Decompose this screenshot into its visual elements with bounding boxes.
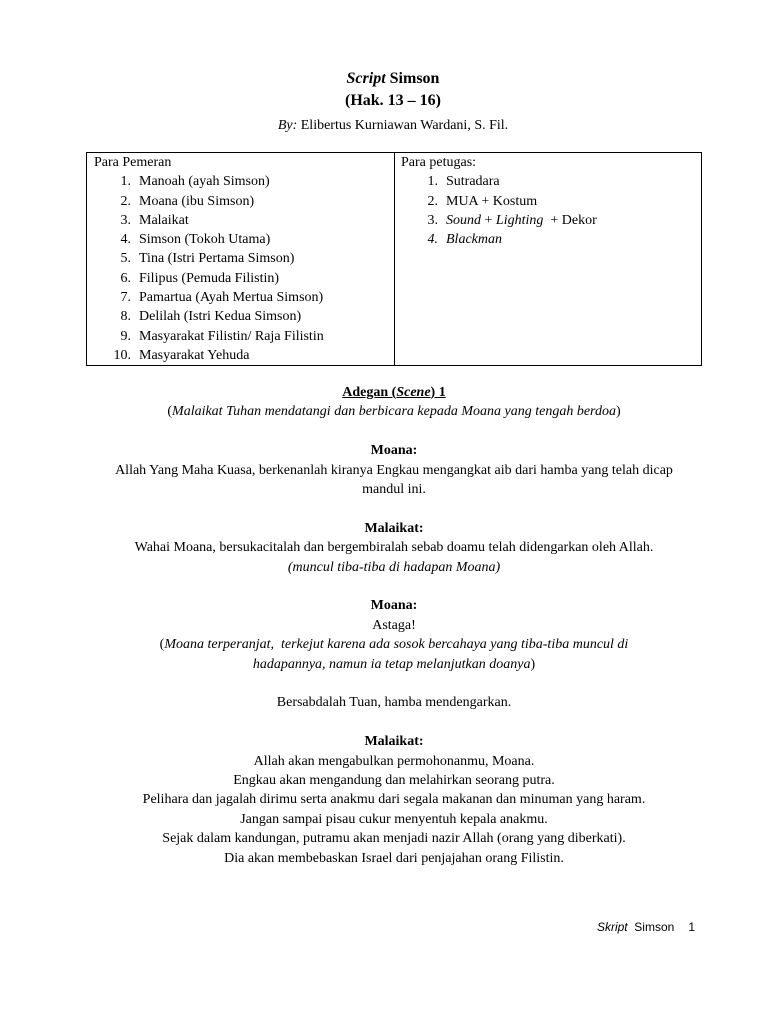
cast-item-text: Tina (Istri Pertama Simson) [139, 251, 295, 267]
scene-title-b: Scene [396, 385, 431, 400]
crew-item-number: 2. [427, 193, 438, 209]
dialogue-line: Allah akan mengabulkan permohonanmu, Moana. [253, 753, 535, 769]
crew-item [401, 230, 701, 249]
stage-direction-text: Moana terperanjat, terkejut karena ada sosok bercahaya yang tiba-tiba muncul di hadapannya, namun ia tetap melanjutkan doanya [164, 637, 632, 672]
cast-item-number: 1. [120, 174, 131, 190]
crew-dekor: + Dekor [543, 212, 597, 228]
cast-item-text: Filipus (Pemuda Filistin) [139, 270, 280, 286]
paren-open: ( [159, 637, 165, 653]
paren-close: ) [615, 404, 621, 420]
stage-direction-text: Malaikat Tuhan mendatangi dan berbicara kepada Moana yang tengah berdoa [172, 404, 616, 420]
cast-item [94, 327, 394, 346]
cast-item-number: 7. [120, 290, 131, 306]
crew-sound: Sound [446, 212, 481, 228]
crew-heading: Para petugas: [401, 155, 477, 170]
cast-item-number: 6. [120, 270, 131, 286]
cast-item-number: 9. [120, 328, 131, 344]
paren-close: ) [530, 656, 536, 672]
paren-open: ( [167, 404, 173, 420]
dialogue-line: Jangan sampai pisau cukur menyentuh kepala anakmu. [240, 811, 548, 827]
dialogue-line: Wahai Moana, bersukacitalah dan bergembiralah sebab doamu telah didengarkan oleh Allah. [134, 540, 654, 556]
scene-title-a: Adegan ( [342, 385, 397, 400]
cast-heading: Para Pemeran [94, 155, 172, 170]
scene-title [86, 383, 702, 402]
page-footer [597, 918, 695, 937]
dialogue-line: Astaga! [372, 617, 416, 633]
cast-item [94, 269, 394, 288]
cast-item [94, 192, 394, 211]
cast-item [94, 249, 394, 268]
spacer [86, 422, 702, 441]
cast-item [94, 211, 394, 230]
crew-lighting: Lighting [495, 212, 544, 228]
cast-item-text: Moana (ibu Simson) [139, 193, 255, 209]
cast-item [94, 230, 394, 249]
cast-item [94, 288, 394, 307]
dialogue-line: Dia akan membebaskan Israel dari penjajahan orang Filistin. [224, 850, 564, 866]
speaker-name: Moana: [370, 443, 418, 459]
page-number: 1 [688, 920, 695, 934]
document-header [0, 69, 768, 135]
speaker-name: Malaikat: [364, 520, 424, 536]
dialogue-line: Pelihara dan jagalah dirimu serta anakmu dari segala makanan dan minuman yang haram. [142, 792, 646, 808]
cast-item-text: Manoah (ayah Simson) [139, 174, 270, 190]
crew-item-number: 4. [427, 232, 438, 248]
cast-item-text: Masyarakat Filistin/ Raja Filistin [139, 328, 324, 344]
spacer [86, 713, 702, 732]
cast-item-text: Masyarakat Yehuda [139, 347, 250, 363]
crew-item [401, 192, 701, 211]
cast-item-number: 2. [120, 193, 131, 209]
scene-title-c: ) 1 [430, 385, 446, 400]
dialogue-line: Allah Yang Maha Kuasa, berkenanlah kiranya Engkau mengangkat aib dari hamba yang telah dicap mandul ini. [115, 462, 673, 498]
crew-item [401, 211, 701, 230]
author-line [0, 116, 768, 135]
cast-item [94, 307, 394, 326]
title-italic: Script [346, 70, 386, 87]
spacer [86, 577, 702, 596]
spacer [86, 674, 702, 693]
speaker-name: Moana: [370, 598, 418, 614]
crew-item-text: Sutradara [446, 174, 500, 190]
crew-item-text: Blackman [446, 232, 502, 248]
cast-crew-table [86, 152, 702, 366]
footer-title: Simson [627, 920, 675, 934]
cast-item [94, 346, 394, 365]
cast-item-text: Malaikat [139, 212, 189, 228]
crew-list [401, 172, 701, 249]
cast-cell [87, 153, 395, 365]
crew-item-text [446, 211, 597, 230]
crew-item-number: 3. [427, 212, 438, 228]
title-rest: Simson [385, 70, 440, 87]
speaker-name: Malaikat: [364, 734, 424, 750]
cast-item-number: 3. [120, 212, 131, 228]
author-label: By: [277, 118, 298, 133]
stage-direction: (muncul tiba-tiba di hadapan Moana) [287, 559, 501, 575]
crew-cell [395, 153, 701, 365]
document-subtitle: (Hak. 13 – 16) [345, 92, 441, 109]
cast-item-number: 10. [113, 347, 131, 363]
stage-direction [86, 402, 702, 421]
cast-item [94, 172, 394, 191]
dialogue-line: Bersabdalah Tuan, hamba mendengarkan. [276, 695, 512, 711]
crew-item-number: 1. [427, 174, 438, 190]
document-title [0, 69, 768, 89]
cast-item-number: 5. [120, 251, 131, 267]
author-name: Elibertus Kurniawan Wardani, S. Fil. [297, 118, 509, 133]
cast-list [94, 172, 394, 365]
cast-item-number: 8. [120, 309, 131, 325]
crew-plus: + [481, 212, 496, 228]
scene-1 [86, 383, 702, 868]
crew-item-text: MUA + Kostum [446, 193, 538, 209]
cast-item-text: Delilah (Istri Kedua Simson) [139, 309, 302, 325]
crew-item [401, 172, 701, 191]
spacer [86, 499, 702, 518]
cast-item-text: Pamartua (Ayah Mertua Simson) [139, 290, 324, 306]
dialogue-line: Sejak dalam kandungan, putramu akan menjadi nazir Allah (orang yang diberkati). [162, 831, 626, 847]
footer-italic: Skript [596, 920, 628, 934]
stage-direction [86, 635, 702, 674]
cast-item-text: Simson (Tokoh Utama) [139, 232, 271, 248]
dialogue-line: Engkau akan mengandung dan melahirkan seorang putra. [233, 773, 555, 789]
cast-item-number: 4. [120, 232, 131, 248]
